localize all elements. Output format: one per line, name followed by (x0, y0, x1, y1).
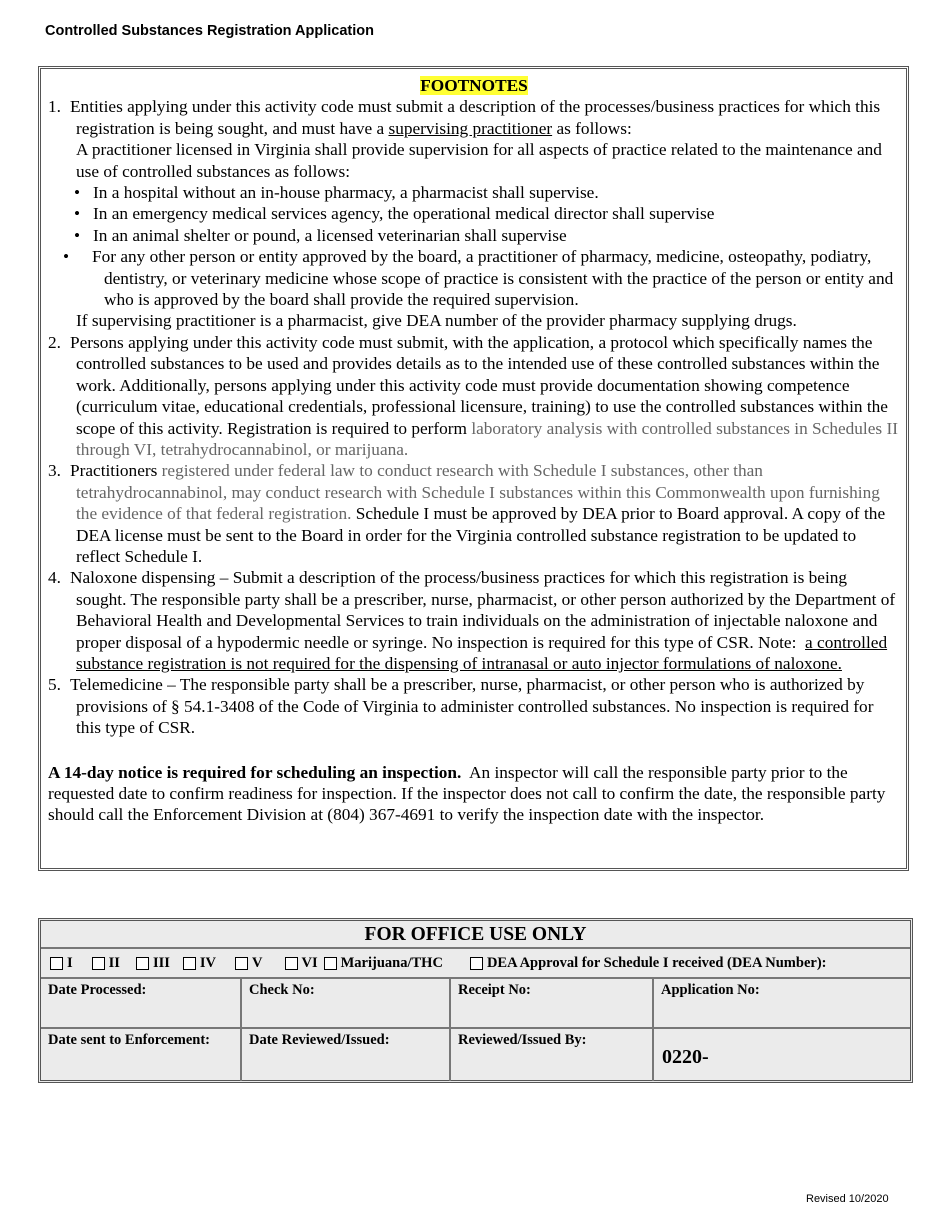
checkbox-dea-approval[interactable]: DEA Approval for Schedule I received (DEA Number): (470, 955, 827, 972)
revision-date: Revised 10/2020 (806, 1193, 889, 1205)
checkbox-icon[interactable] (92, 957, 105, 970)
application-no-label-field[interactable]: Application No: (654, 979, 910, 1029)
checkbox-marijuana-thc[interactable]: Marijuana/THC (324, 955, 443, 972)
checkbox-schedule-iv[interactable]: IV (183, 955, 216, 972)
bullet-item: • In an animal shelter or pound, a licensed veterinarian shall supervise (74, 225, 567, 245)
footnote-number: 1. (48, 97, 61, 117)
checkbox-icon[interactable] (285, 957, 298, 970)
footnotes-title: FOOTNOTES (420, 76, 528, 95)
bullet-icon: • (74, 183, 81, 203)
bullet-item: • In a hospital without an in-house pharmacy, a pharmacist shall supervise. (74, 183, 599, 203)
footnotes-box (38, 66, 909, 871)
bullet-item: • For any other person or entity approved by the board, a practitioner of pharmacy, medicine, osteopathy, podiatry, dentistry, or veterinary medicine whose scope of practice is consistent with the practice of the person or entity and who is approved by the board shall provide the required supervision. (63, 247, 894, 310)
footnote-1-intro: A practitioner licensed in Virginia shall provide supervision for all aspects of practice related to the maintenance and use of controlled substances as follows: (76, 140, 882, 181)
bullet-icon: • (74, 204, 81, 224)
date-sent-to-enforcement-field[interactable]: Date sent to Enforcement: (41, 1029, 242, 1081)
footnote-1: 1. Entities applying under this activity code must submit a description of the processes/business practices for which this registration is being sought, and must have a supervising practitioner as follows: (48, 97, 881, 138)
checkbox-icon[interactable] (136, 957, 149, 970)
date-reviewed-issued-field[interactable]: Date Reviewed/Issued: (242, 1029, 451, 1081)
schedule-checkbox-row (41, 949, 910, 979)
checkbox-schedule-ii[interactable]: II (92, 955, 120, 972)
checkbox-schedule-i[interactable]: I (50, 955, 73, 972)
checkbox-icon[interactable] (235, 957, 248, 970)
office-use-title: FOR OFFICE USE ONLY (41, 921, 910, 949)
checkbox-icon[interactable] (50, 957, 63, 970)
office-fields-grid (41, 979, 910, 1081)
footnote-number: 5. (48, 675, 61, 695)
inspection-notice: A 14-day notice is required for scheduling an inspection. An inspector will call the responsible party prior to the requested date to confirm readiness for inspection. If the inspector does not call to confirm the date, the responsible party should call the Enforcement Division at (804) 367-4691 to verify the inspection date with the inspector. (48, 762, 886, 825)
bullet-icon: • (74, 225, 81, 245)
document-title: Controlled Substances Registration Application (45, 23, 374, 39)
date-processed-field[interactable]: Date Processed: (41, 979, 242, 1029)
reviewed-issued-by-field[interactable]: Reviewed/Issued By: (451, 1029, 654, 1081)
checkbox-icon[interactable] (470, 957, 483, 970)
checkbox-icon[interactable] (183, 957, 196, 970)
application-no-value-field[interactable] (654, 1029, 910, 1081)
footnote-3: 3. Practitioners registered under federal law to conduct research with Schedule I substances, other than tetrahydrocannabinol, may conduct research with Schedule I substances within this Commonwealth upon furnishing the evidence of that federal registration. Schedule I must be approved by DEA prior to Board approval. A copy of the DEA license must be sent to the Board in order for the Virginia controlled substance registration to be updated to reflect Schedule I. (48, 461, 886, 566)
checkbox-schedule-v[interactable]: V (235, 955, 262, 972)
checkbox-icon[interactable] (324, 957, 337, 970)
footnote-4: 4. Naloxone dispensing – Submit a description of the process/business practices for which this registration is being sought. The responsible party shall be a prescriber, nurse, pharmacist, or other person authorized by the Department of Behavioral Health and Developmental Services to train individuals on the administration of injectable naloxone and proper disposal of a hypodermic needle or syringe. No inspection is required for this type of CSR. Note: a controlled substance registration is not required for the dispensing of intranasal or auto injector formulations of naloxone. (48, 568, 896, 673)
checkbox-schedule-vi[interactable]: VI (285, 955, 318, 972)
footnote-5: 5. Telemedicine – The responsible party shall be a prescriber, nurse, pharmacist, or other person who is authorized by provisions of § 54.1-3408 of the Code of Virginia to administer controlled substances. No inspection is required for this type of CSR. (48, 675, 874, 738)
office-use-box (38, 918, 913, 1083)
checkbox-schedule-iii[interactable]: III (136, 955, 170, 972)
supervising-practitioner-term: supervising practitioner (388, 118, 553, 138)
footnote-1-closing: If supervising practitioner is a pharmacist, give DEA number of the provider pharmacy supplying drugs. (76, 311, 797, 331)
footnote-number: 3. (48, 461, 61, 481)
receipt-no-field[interactable]: Receipt No: (451, 979, 654, 1029)
application-number-prefix: 0220- (662, 1046, 709, 1068)
footnote-number: 4. (48, 568, 61, 588)
bullet-item: • In an emergency medical services agency, the operational medical director shall supervise (74, 204, 715, 224)
footnote-2: 2. Persons applying under this activity code must submit, with the application, a protocol which specifically names the controlled substances to be used and provides details as to the intended use of these controlled substances within the work. Additionally, persons applying under this activity code must provide documentation showing competence (curriculum vitae, educational credentials, professional licensure, training) to use the controlled substances within the scope of this activity. Registration is required to perform laboratory analysis with controlled substances in Schedules II through VI, tetrahydrocannabinol, or marijuana. (48, 332, 898, 459)
footnote-number: 2. (48, 332, 61, 352)
check-no-field[interactable]: Check No: (242, 979, 451, 1029)
